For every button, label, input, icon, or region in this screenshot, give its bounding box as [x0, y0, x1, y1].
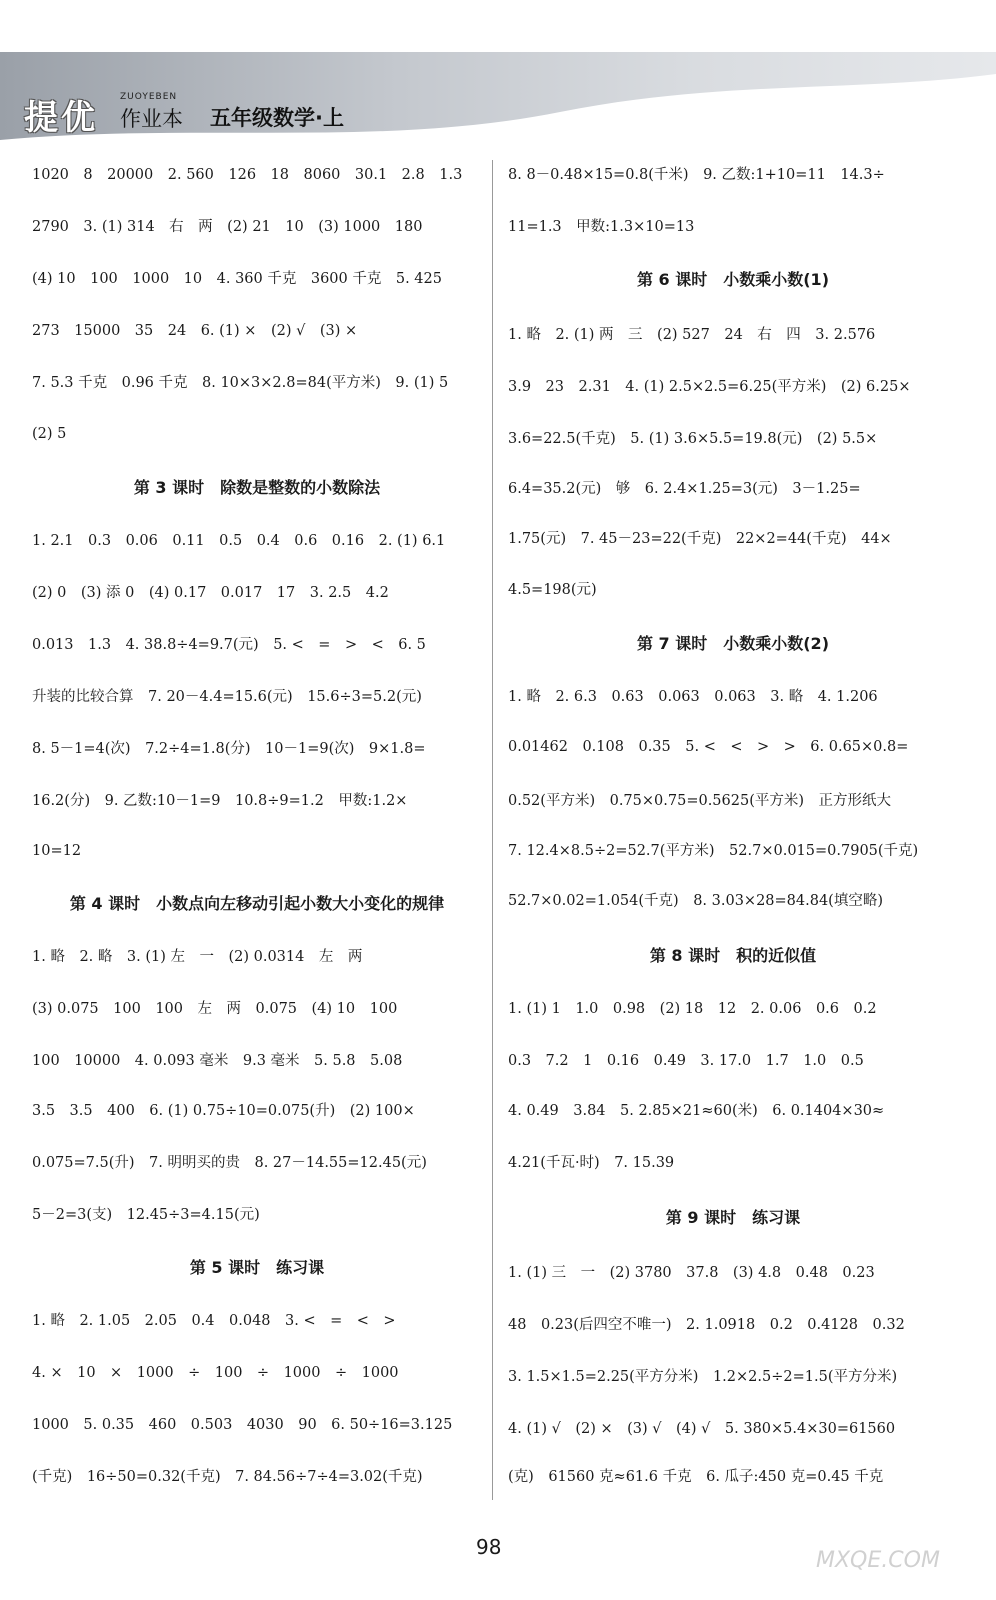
section-heading: 第 6 课时 小数乘小数(1): [636, 270, 830, 289]
answer-line: 8. 8－0.48×15=0.8(千米) 9. 乙数:1+10=11 14.3÷: [508, 167, 885, 183]
answer-line: 3.9 23 2.31 4. (1) 2.5×2.5=6.25(平方米) (2) 6.25×: [508, 379, 911, 395]
answer-line: 6.4=35.2(元) 够 6. 2.4×1.25=3(元) 3－1.25=: [508, 481, 861, 497]
answer-line: 1020 8 20000 2. 560 126 18 8060 30.1 2.8 1.3: [32, 167, 463, 183]
answer-line: 100 10000 4. 0.093 毫米 9.3 毫米 5. 5.8 5.08: [32, 1053, 403, 1069]
section-heading: 第 4 课时 小数点向左移动引起小数大小变化的规律: [69, 894, 445, 913]
answer-line: 52.7×0.02=1.054(千克) 8. 3.03×28=84.84(填空略): [508, 893, 883, 909]
answer-line: 1. 略 2. 1.05 2.05 0.4 0.048 3. < = < >: [32, 1313, 396, 1329]
page-number: 98: [476, 1535, 502, 1559]
answer-line: 1. 略 2. (1) 两 三 (2) 527 24 右 四 3. 2.576: [508, 327, 876, 343]
answer-line: 4. 0.49 3.84 5. 2.85×21≈60(米) 6. 0.1404×30≈: [508, 1103, 885, 1119]
answer-line: 1. 2.1 0.3 0.06 0.11 0.5 0.4 0.6 0.16 2. (1) 6.1: [32, 533, 446, 549]
section-heading: 第 3 课时 除数是整数的小数除法: [133, 478, 381, 497]
answer-line: 48 0.23(后四空不唯一) 2. 1.0918 0.2 0.4128 0.32: [508, 1317, 905, 1333]
answer-line: (克) 61560 克≈61.6 千克 6. 瓜子:450 克=0.45 千克: [508, 1469, 884, 1485]
answer-line: 0.075=7.5(升) 7. 明明买的贵 8. 27－14.55=12.45(元): [32, 1155, 427, 1171]
section-heading: 第 7 课时 小数乘小数(2): [636, 634, 830, 653]
column-divider: [492, 160, 493, 1500]
answer-line: (3) 0.075 100 100 左 两 0.075 (4) 10 100: [32, 1001, 398, 1017]
answer-line: (千克) 16÷50=0.32(千克) 7. 84.56÷7÷4=3.02(千克): [32, 1469, 423, 1485]
answer-line: 1. (1) 1 1.0 0.98 (2) 18 12 2. 0.06 0.6 0.2: [508, 1001, 877, 1017]
answer-line: 4. × 10 × 1000 ÷ 100 ÷ 1000 ÷ 1000: [32, 1365, 399, 1381]
answer-line: (2) 0 (3) 添 0 (4) 0.17 0.017 17 3. 2.5 4.2: [32, 585, 389, 601]
answer-line: 1. (1) 三 一 (2) 3780 37.8 (3) 4.8 0.48 0.23: [508, 1265, 875, 1281]
answer-line: 1. 略 2. 6.3 0.63 0.063 0.063 3. 略 4. 1.206: [508, 689, 878, 705]
answer-line: (2) 5: [32, 426, 67, 442]
answer-line: 10=12: [32, 843, 82, 859]
section-heading: 第 9 课时 练习课: [665, 1208, 801, 1227]
book-title: 五年级数学·上: [210, 106, 344, 130]
answer-line: 1. 略 2. 略 3. (1) 左 一 (2) 0.0314 左 两: [32, 949, 363, 965]
answer-line: 0.013 1.3 4. 38.8÷4=9.7(元) 5. < = > < 6. 5: [32, 637, 426, 653]
answer-line: (4) 10 100 1000 10 4. 360 千克 3600 千克 5. 425: [32, 271, 442, 287]
answer-line: 4.21(千瓦·时) 7. 15.39: [508, 1155, 675, 1171]
answer-line: 3. 1.5×1.5=2.25(平方分米) 1.2×2.5÷2=1.5(平方分米): [508, 1369, 898, 1385]
answer-line: 8. 5－1=4(次) 7.2÷4=1.8(分) 10－1=9(次) 9×1.8=: [32, 741, 426, 757]
answer-line: 7. 5.3 千克 0.96 千克 8. 10×3×2.8=84(平方米) 9. (1) 5: [32, 375, 449, 391]
answer-line: 3.6=22.5(千克) 5. (1) 3.6×5.5=19.8(元) (2) 5.5×: [508, 431, 878, 447]
answer-line: 273 15000 35 24 6. (1) × (2) √ (3) ×: [32, 323, 358, 339]
brand-name: 作业本: [120, 107, 183, 131]
brand-sub: ZUOYEBEN: [120, 92, 178, 102]
answer-line: 升装的比较合算 7. 20－4.4=15.6(元) 15.6÷3=5.2(元): [32, 689, 422, 705]
answer-line: 3.5 3.5 400 6. (1) 0.75÷10=0.075(升) (2) 100×: [32, 1103, 415, 1119]
answer-line: 5－2=3(支) 12.45÷3=4.15(元): [32, 1207, 260, 1223]
section-heading: 第 5 课时 练习课: [189, 1258, 325, 1277]
answer-line: 0.52(平方米) 0.75×0.75=0.5625(平方米) 正方形纸大: [508, 793, 892, 809]
answer-line: 11=1.3 甲数:1.3×10=13: [508, 219, 695, 235]
answer-line: 1000 5. 0.35 460 0.503 4030 90 6. 50÷16=3.125: [32, 1417, 453, 1433]
section-heading: 第 8 课时 积的近似值: [649, 946, 817, 965]
answer-line: 0.3 7.2 1 0.16 0.49 3. 17.0 1.7 1.0 0.5: [508, 1053, 864, 1069]
answer-line: 1.75(元) 7. 45－23=22(千克) 22×2=44(千克) 44×: [508, 531, 892, 547]
watermark: MXQE.COM: [816, 1548, 940, 1573]
answer-line: 2790 3. (1) 314 右 两 (2) 21 10 (3) 1000 180: [32, 219, 423, 235]
brand-logo: 提优: [24, 98, 98, 138]
answer-line: 7. 12.4×8.5÷2=52.7(平方米) 52.7×0.015=0.7905(千克): [508, 843, 919, 859]
answer-line: 16.2(分) 9. 乙数:10－1=9 10.8÷9=1.2 甲数:1.2×: [32, 793, 408, 809]
answer-line: 4. (1) √ (2) × (3) √ (4) √ 5. 380×5.4×30=61560: [508, 1421, 896, 1437]
answer-line: 4.5=198(元): [508, 582, 597, 598]
answer-line: 0.01462 0.108 0.35 5. < < > > 6. 0.65×0.8=: [508, 739, 909, 755]
